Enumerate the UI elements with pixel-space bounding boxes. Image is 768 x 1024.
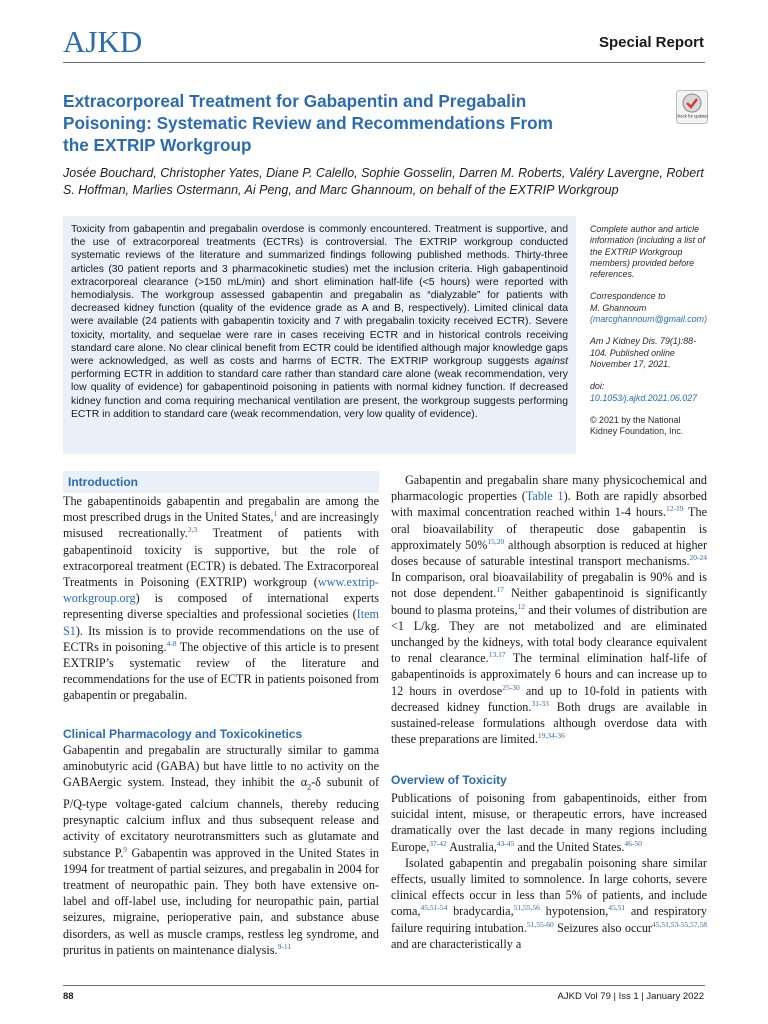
author-list: Josée Bouchard, Christopher Yates, Diane P. Calello, Sophie Gosselin, Darren M. Roberts, Valéry Lavergne, Robert S. Hoffman, Marlies Ostermann, Ai Peng, and Marc Ghannoum, on behalf of the EXTRIP Workgroup [63,166,704,197]
footer-citation: AJKD Vol 79 | Iss 1 | January 2022 [557,991,704,1002]
reference-link[interactable]: 51,55,56 [513,903,540,913]
correspondence [590,291,708,325]
reference-link[interactable]: 31-33 [531,698,549,708]
reference-link[interactable]: 51,55-60 [526,919,554,929]
abstract-emphasis: against [534,356,568,368]
journal-logo: AJKD [63,24,143,59]
crossmark-label: Check for updates [676,113,708,119]
reference-link[interactable]: 13,17 [488,650,506,660]
table-1-link[interactable]: Table 1 [525,489,564,504]
author-info-note: Complete author and article information (including a list of the EXTRIP Workgroup members) provided before references. [590,224,705,280]
reference-link[interactable]: 2,3 [187,525,198,535]
abstract-text-1: Toxicity from gabapentin and pregabalin overdose is commonly encountered. Treatment is supportive, and the use of extracorporeal treatments (ECTRs) is controversial. The EXTRIP workgroup conducted systematic reviews of the literature and summarized findings following published methods. Thirty-three articles (30 patient reports and 3 pharmacokinetic studies) met the inclusion criteria. High gabapentinoid extracorporeal clearance (>150 mL/min) and short elimination half-life (<5 hours) were reported with hemodialysis. The workgroup assessed gabapentin and pregabalin as “dialyzable” for patients with decreased kidney function (quality of the evidence grade as A and B, respectively). Limited clinical data were available (24 patients with gabapentin toxicity and 7 with pregabalin toxicity received ECTR). Severe toxicity, mortality, and sequelae were rare in cases receiving ECTR and in historical controls receiving standard care alone. No clear clinical benefit from ECTR could be identified although major knowledge gaps were acknowledged, as well as costs and harms of ECTR. The EXTRIP workgroup suggests [71,224,568,368]
introduction-heading: Introduction [68,475,138,489]
reference-link[interactable]: 45,51-54 [420,903,448,913]
toxicity-paragraph-1: Publications of poisoning from gabapentinoids, either from suicidal intent, misuse, or therapeutic errors, have increased dramatically over the last decade in many regions including Europe,$^{37-42}$ Australia,$^{43-45}$ and the United States.$^{46-50}$ [391,791,707,854]
journal-citation: Am J Kidney Dis. 79(1):88-104. Published online November 17, 2021. [590,336,697,369]
reference-link[interactable]: 9 [123,844,128,854]
correspondence-email-link[interactable]: (marcghannoum@gmail.com) [590,314,708,325]
reference-link[interactable]: 17 [496,585,504,595]
reference-link[interactable]: 37-42 [429,838,447,848]
overview-of-toxicity-heading: Overview of Toxicity [391,773,507,787]
reference-link[interactable]: 20-24 [689,552,707,562]
toxicity-body [391,790,707,952]
correspondence-name: M. Ghannoum [590,302,647,313]
clinical-pharmacology-heading: Clinical Pharmacology and Toxicokinetics [63,727,303,741]
section-label: Special Report [598,34,704,51]
pharmacology-body [391,472,707,747]
item-s1-link[interactable]: Item S1 [63,607,379,638]
doi-link[interactable]: 10.1053/j.ajkd.2021.06.027 [590,392,698,403]
reference-link[interactable]: 9-11 [277,941,292,951]
check-for-updates-badge[interactable] [676,90,708,124]
reference-link[interactable]: 15,20 [487,536,505,546]
reference-link[interactable]: 25-30 [502,682,520,692]
extrip-website-link[interactable]: www.extrip-workgroup.org [63,575,379,606]
page-number: 88 [63,991,74,1002]
pharmacology-paragraph: Gabapentin and pregabalin share many physicochemical and pharmacologic properties (Table 1). Both are rapidly absorbed with maximal concentration reached within 1-4 hours.$^{12-19}$ The oral bioavailability of therapeutic dose gabapentin is approximately 50%$^{15,20}$ although absorption is reduced at higher doses because of saturable intestinal transport mechanisms.$^{20-24}$ In comparison, oral bioavailability of pregabalin is 90% and is not dose dependent.$^{17}$ Neither gabapentinoid is significantly bound to plasma proteins,$^{12}$ and their volumes of distribution are <1 L/kg. They are not metabolized and are eliminated unchanged by the kidneys, with total body clearance equivalent to renal clearance.$^{13,17}$ The terminal elimination half-life of gabapentinoids is approximately 6 hours and can increase up to 12 hours in overdose$^{25-30}$ and up to 10-fold in patients with decreased kidney function.$^{31-33}$ Both drugs are available in sustained-release formulations although overdose data with these preparations are limited.$^{19,34-36}$ [391,473,708,747]
clinical-pharmacology-paragraph: Gabapentin and pregabalin are structurally similar to gamma aminobutyric acid (GABA) but have little to no activity on the GABAergic system. Instead, they inhibit the $\alpha_2-\delta$ subunit of P/Q-type voltage-gated calcium channels, thereby reducing presynaptic calcium influx and thus subsequent release and activity of excitatory neurotransmitters such as glutamate and substance P.$^9$ Gabapentin was approved in the United States in 1994 for treatment of partial seizures, and pregabalin in 2004 for treatment of neuropathic pain. They both have extensive on-label and off-label use, including for neuropathic pain, partial seizures, migraine, perioperative pain, and substance abuse disorders, as well as muscle cramps, restless leg syndrome, and pruritus in patients on maintenance dialysis.$^{9-11}$ [63,743,380,957]
reference-link[interactable]: 45,51 [608,903,626,913]
toxicity-paragraph-2: Isolated gabapentin and pregabalin poisoning share similar effects, usually limited to somnolence. In large cohorts, severe clinical effects occur in less than 5% of patients, and include coma,$^{45,51-54}$ bradycardia,$^{51,55,56}$ hypotension,$^{45,51}$ and respiratory failure requiring intubation.$^{51,55-60}$ Seizures also occur$^{45,51,53-55,57,58}$ and are characteristically a [391,855,707,951]
reference-link[interactable]: 43-45 [496,838,515,848]
correspondence-label: Correspondence to [590,291,666,302]
introduction-body [63,493,379,704]
reference-link[interactable]: 19,34-36 [537,731,565,741]
copyright-notice: © 2021 by the National Kidney Foundation, Inc. [590,414,684,437]
reference-link[interactable]: 12-19 [665,504,684,514]
reference-link[interactable]: 12 [517,601,526,611]
reference-link[interactable]: 45,51,53-55,57,58 [652,919,707,929]
doi-label: doi: [590,381,605,392]
article-info-sidebar [590,224,708,448]
reference-link[interactable]: 4-8 [166,638,177,648]
abstract-text-2: performing ECTR in addition to standard care rather than standard care alone (weak recommendation, very low quality of evidence) for gabapentinoid poisoning in patients with normal kidney function. If decreased kidney function and coma requiring mechanical ventilation are present, the workgroup suggests performing ECTR in addition to standard care (weak recommendation, very low quality of evidence). [71,369,568,420]
crossmark-icon [676,90,708,124]
clinical-pharmacology-body [63,742,379,958]
reference-link[interactable]: 46-50 [624,838,642,848]
article-title: Extracorporeal Treatment for Gabapentin and Pregabalin Poisoning: Systematic Review and Recommendations From the EXTRIP Workgroup [63,91,553,155]
footer-divider [63,985,705,986]
reference-link[interactable]: 1 [273,509,278,519]
introduction-paragraph: The gabapentinoids gabapentin and pregabalin are among the most prescribed drugs in the United States,$^1$ and are increasingly misused recreationally.$^{2,3}$ Treatment of patients with gabapentinoid toxicity is supportive, but the role of extracorporeal treatment (ECTR) is debated. The Extracorporeal Treatments in Poisoning (EXTRIP) workgroup (www.extrip-workgroup.org) is composed of international experts representing diverse specialties and professional societies (Item S1). Its mission is to provide recommendations on the use of ECTRs in poisoning.$^{4-8}$ The objective of this article is to present EXTRIP’s systematic review of the literature and recommendations for the use of ECTR in patients poisoned from gabapentin or pregabalin. [63,494,380,703]
header-divider [63,62,705,63]
abstract [71,223,568,421]
doi [590,381,708,404]
